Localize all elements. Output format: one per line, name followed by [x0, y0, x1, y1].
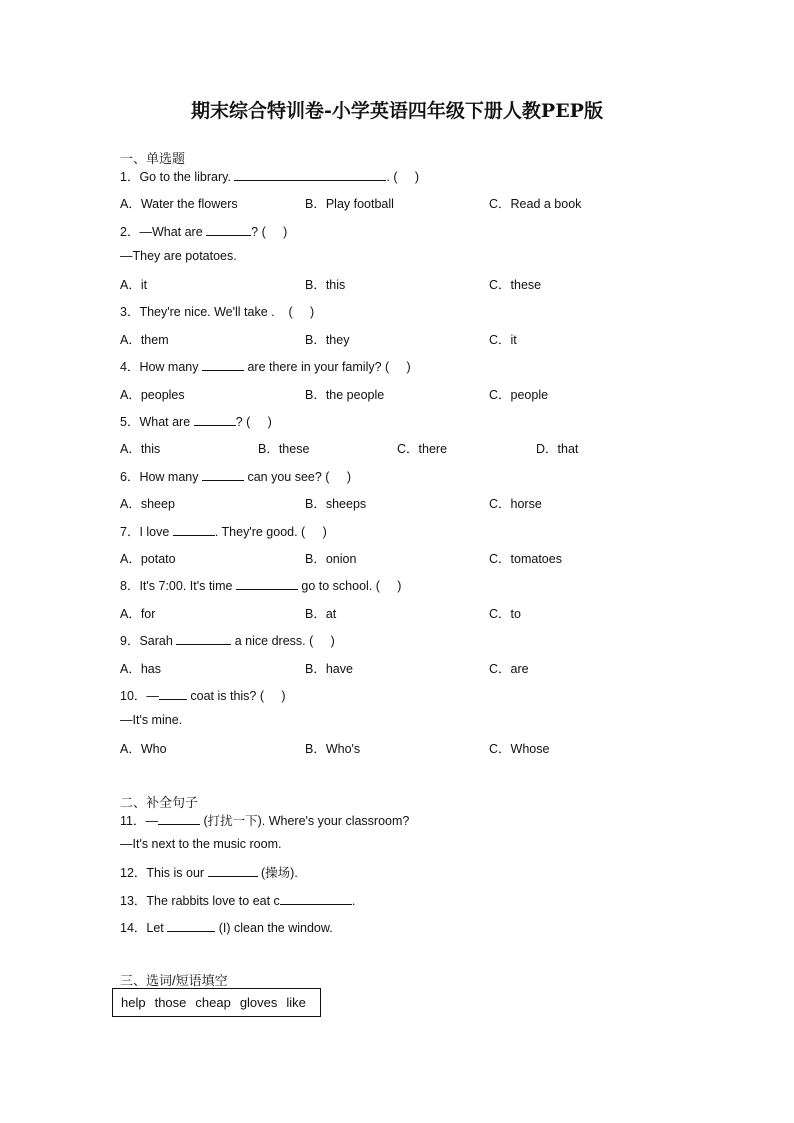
question-6 — [120, 467, 351, 485]
option-b: B．at — [305, 607, 337, 621]
answer-blank — [234, 169, 386, 181]
option-a: A．it — [120, 278, 148, 292]
answer-blank — [194, 414, 236, 426]
option-c: C．Whose — [489, 742, 550, 756]
answer-blank — [202, 359, 244, 371]
word-bank-item: those — [154, 995, 187, 1010]
question-10-tail: coat is this? ( ) — [186, 689, 286, 703]
question-1-text: 1．Go to the library. — [120, 170, 235, 184]
answer-blank — [236, 578, 298, 590]
question-9 — [120, 631, 335, 649]
question-11-answer-line: —It's next to the music room. — [120, 837, 282, 851]
question-14 — [120, 918, 333, 936]
question-7 — [120, 522, 327, 540]
option-b: B．this — [305, 278, 346, 292]
option-c: C．tomatoes — [489, 552, 562, 566]
option-a: A．sheep — [120, 497, 175, 511]
question-11 — [120, 811, 409, 829]
question-2 — [120, 222, 287, 240]
option-a: A．peoples — [120, 388, 185, 402]
word-bank-box — [112, 988, 321, 1017]
answer-blank — [173, 524, 215, 536]
option-c: C．are — [489, 662, 529, 676]
question-14-text: 14．Let — [120, 921, 168, 935]
question-8-text: 8．It's 7:00. It's time — [120, 579, 236, 593]
answer-blank — [167, 920, 215, 932]
word-bank-item: help — [121, 995, 146, 1010]
option-a: A．has — [120, 662, 161, 676]
word-bank-item: gloves — [239, 995, 278, 1010]
question-6-tail: can you see? ( ) — [243, 470, 351, 484]
question-14-tail: (I) clean the window. — [215, 921, 333, 935]
option-c: C．Read a book — [489, 197, 582, 211]
answer-blank — [206, 224, 251, 236]
answer-blank — [159, 688, 187, 700]
option-b: B．sheeps — [305, 497, 367, 511]
question-4 — [120, 357, 411, 375]
question-13 — [120, 891, 355, 909]
question-8-tail: go to school. ( ) — [297, 579, 402, 593]
option-a: A．Water the flowers — [120, 197, 238, 211]
question-11-tail: (打扰一下). Where's your classroom? — [199, 814, 410, 828]
question-1-tail: . ( ) — [386, 170, 420, 184]
option-c: C．these — [489, 278, 542, 292]
question-2-tail: ? ( ) — [251, 225, 288, 239]
option-c: C．people — [489, 388, 549, 402]
question-5-tail: ? ( ) — [235, 415, 272, 429]
question-6-text: 6．How many — [120, 470, 202, 484]
section-heading-word-fill: 三、选词/短语填空 — [120, 973, 228, 988]
question-7-text: 7．I love — [120, 525, 173, 539]
question-4-tail: are there in your family? ( ) — [243, 360, 411, 374]
question-13-text: 13．The rabbits love to eat c — [120, 894, 280, 908]
section-heading-complete-sentences: 二、补全句子 — [120, 795, 199, 810]
question-10 — [120, 686, 286, 704]
option-b: B．they — [305, 333, 350, 347]
question-5-text: 5．What are — [120, 415, 194, 429]
question-9-tail: a nice dress. ( ) — [231, 634, 335, 648]
answer-blank — [208, 865, 258, 877]
question-3: 3．They're nice. We'll take . ( ) — [120, 305, 315, 319]
option-a: A．potato — [120, 552, 176, 566]
question-2-answer-line: —They are potatoes. — [120, 249, 237, 263]
question-7-tail: . They're good. ( ) — [214, 525, 327, 539]
option-a: A．for — [120, 607, 156, 621]
question-12 — [120, 863, 298, 881]
option-b: B．onion — [305, 552, 357, 566]
word-bank-item: like — [286, 995, 306, 1010]
option-b: B．Who's — [305, 742, 361, 756]
option-a: A．Who — [120, 742, 167, 756]
option-c: C．horse — [489, 497, 542, 511]
word-bank-item: cheap — [195, 995, 231, 1010]
question-11-text: 11．— — [120, 814, 158, 828]
answer-blank — [158, 813, 200, 825]
option-c: C．there — [397, 442, 448, 456]
question-12-text: 12．This is our — [120, 866, 208, 880]
question-1 — [120, 167, 419, 185]
option-d: D．that — [536, 442, 579, 456]
option-a: A．this — [120, 442, 161, 456]
question-10-text: 10．— — [120, 689, 159, 703]
answer-blank — [280, 893, 352, 905]
option-a: A．them — [120, 333, 169, 347]
answer-blank — [176, 633, 231, 645]
question-12-tail: (操场). — [257, 866, 298, 880]
page-title: 期末综合特训卷-小学英语四年级下册人教PEP版 — [191, 100, 603, 122]
question-9-text: 9．Sarah — [120, 634, 177, 648]
answer-blank — [202, 469, 244, 481]
option-b: B．these — [258, 442, 310, 456]
section-heading-single-choice: 一、单选题 — [120, 151, 186, 166]
question-8 — [120, 576, 401, 594]
option-b: B．have — [305, 662, 353, 676]
question-2-text: 2．—What are — [120, 225, 207, 239]
option-c: C．to — [489, 607, 521, 621]
question-4-text: 4．How many — [120, 360, 202, 374]
option-b: B．Play football — [305, 197, 394, 211]
option-b: B．the people — [305, 388, 385, 402]
question-5 — [120, 412, 272, 430]
question-13-tail: . — [351, 894, 356, 908]
option-c: C．it — [489, 333, 517, 347]
question-10-answer-line: —It's mine. — [120, 713, 183, 727]
